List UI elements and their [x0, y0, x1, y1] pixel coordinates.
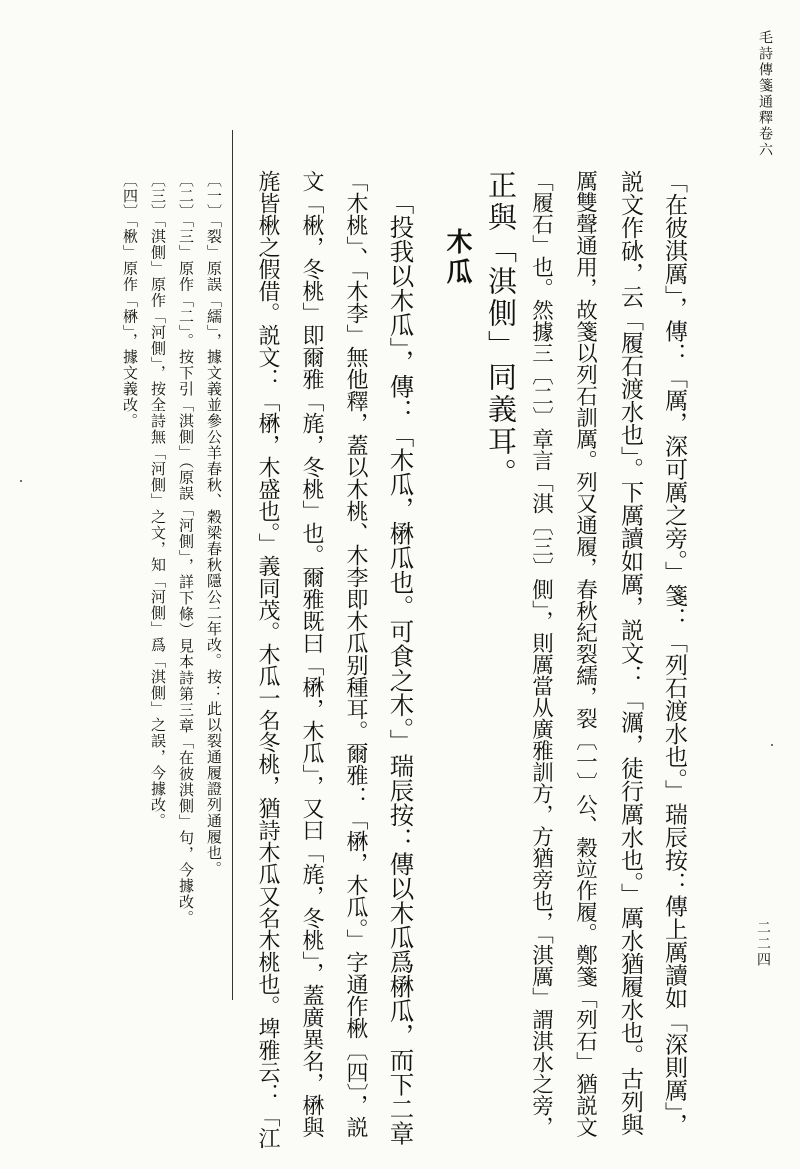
scan-speck [771, 744, 773, 746]
text-column: 正與「淇側」同義耳。 [484, 170, 518, 490]
running-header-title: 毛詩傳箋通釋卷六 [757, 30, 773, 158]
text-column: 「履石」也。然據三〔二〕章言「淇〔三〕側」，則厲當从廣雅訓方，方猶旁也，「淇厲」謂淇水之旁， [528, 170, 554, 1138]
page-number: 二二四 [755, 920, 771, 968]
footnote: 〔三〕「淇側」原作「河側」，按全詩無「河側」之文，知「河側」爲「淇側」之誤，今據改。 [149, 172, 167, 829]
text-column: 「在彼淇厲」，傳：「厲，深可厲之旁。」箋：「列石渡水也。」瑞辰按：傳上厲讀如「深則厲」， [661, 170, 687, 1136]
footnote: 〔四〕「楸」原作「楙」，據文義改。 [121, 172, 139, 429]
footnote: 〔一〕「裂」原誤「繻」，據文義並參公羊春秋、穀梁春秋隱公二年改。按：此以裂通履證列通履也。 [205, 172, 223, 877]
text-column: 「木桃」、「木李」無他釋，蓋以木桃、木李即木瓜别種耳。爾雅：「楙，木瓜。」字通作楸〔四〕，説 [343, 170, 368, 1138]
footnote-divider [232, 130, 233, 1000]
text-column: 文「楸，冬桃」即爾雅「旄，冬桃」也。爾雅既曰「楙，木瓜」，又曰「旄，冬桃」，蓋廣異名，楙與 [299, 170, 324, 1138]
text-column: 厲雙聲通用，故箋以列石訓厲。列又通履，春秋紀裂繻，裂〔一〕公、穀竝作履。鄭箋「列石」猶説文 [572, 170, 598, 1138]
text-column: 「投我以木瓜」，傳：「木瓜，楙瓜也。可食之木。」瑞辰按：傳以木瓜爲楙瓜，而下二章 [386, 190, 416, 1146]
text-column: 旄皆楸之假借。説文：「楙，木盛也。」義同茂。木瓜一名冬桃，猶詩木瓜又名木桃也。埤雅云：「江 [255, 170, 280, 1149]
section-title: 木瓜 [442, 228, 472, 288]
footnote: 〔二〕「三」原作「二」。按下引「淇側」（原誤「河側」，詳下條）見本詩第三章「在彼淇側」句，今據改。 [177, 172, 195, 926]
text-column: 説文作砅，云「履石渡水也」。下厲讀如厲，説文：「濿，徒行厲水也。」厲水猶履水也。古列與 [617, 170, 643, 1136]
scan-speck [20, 480, 22, 482]
